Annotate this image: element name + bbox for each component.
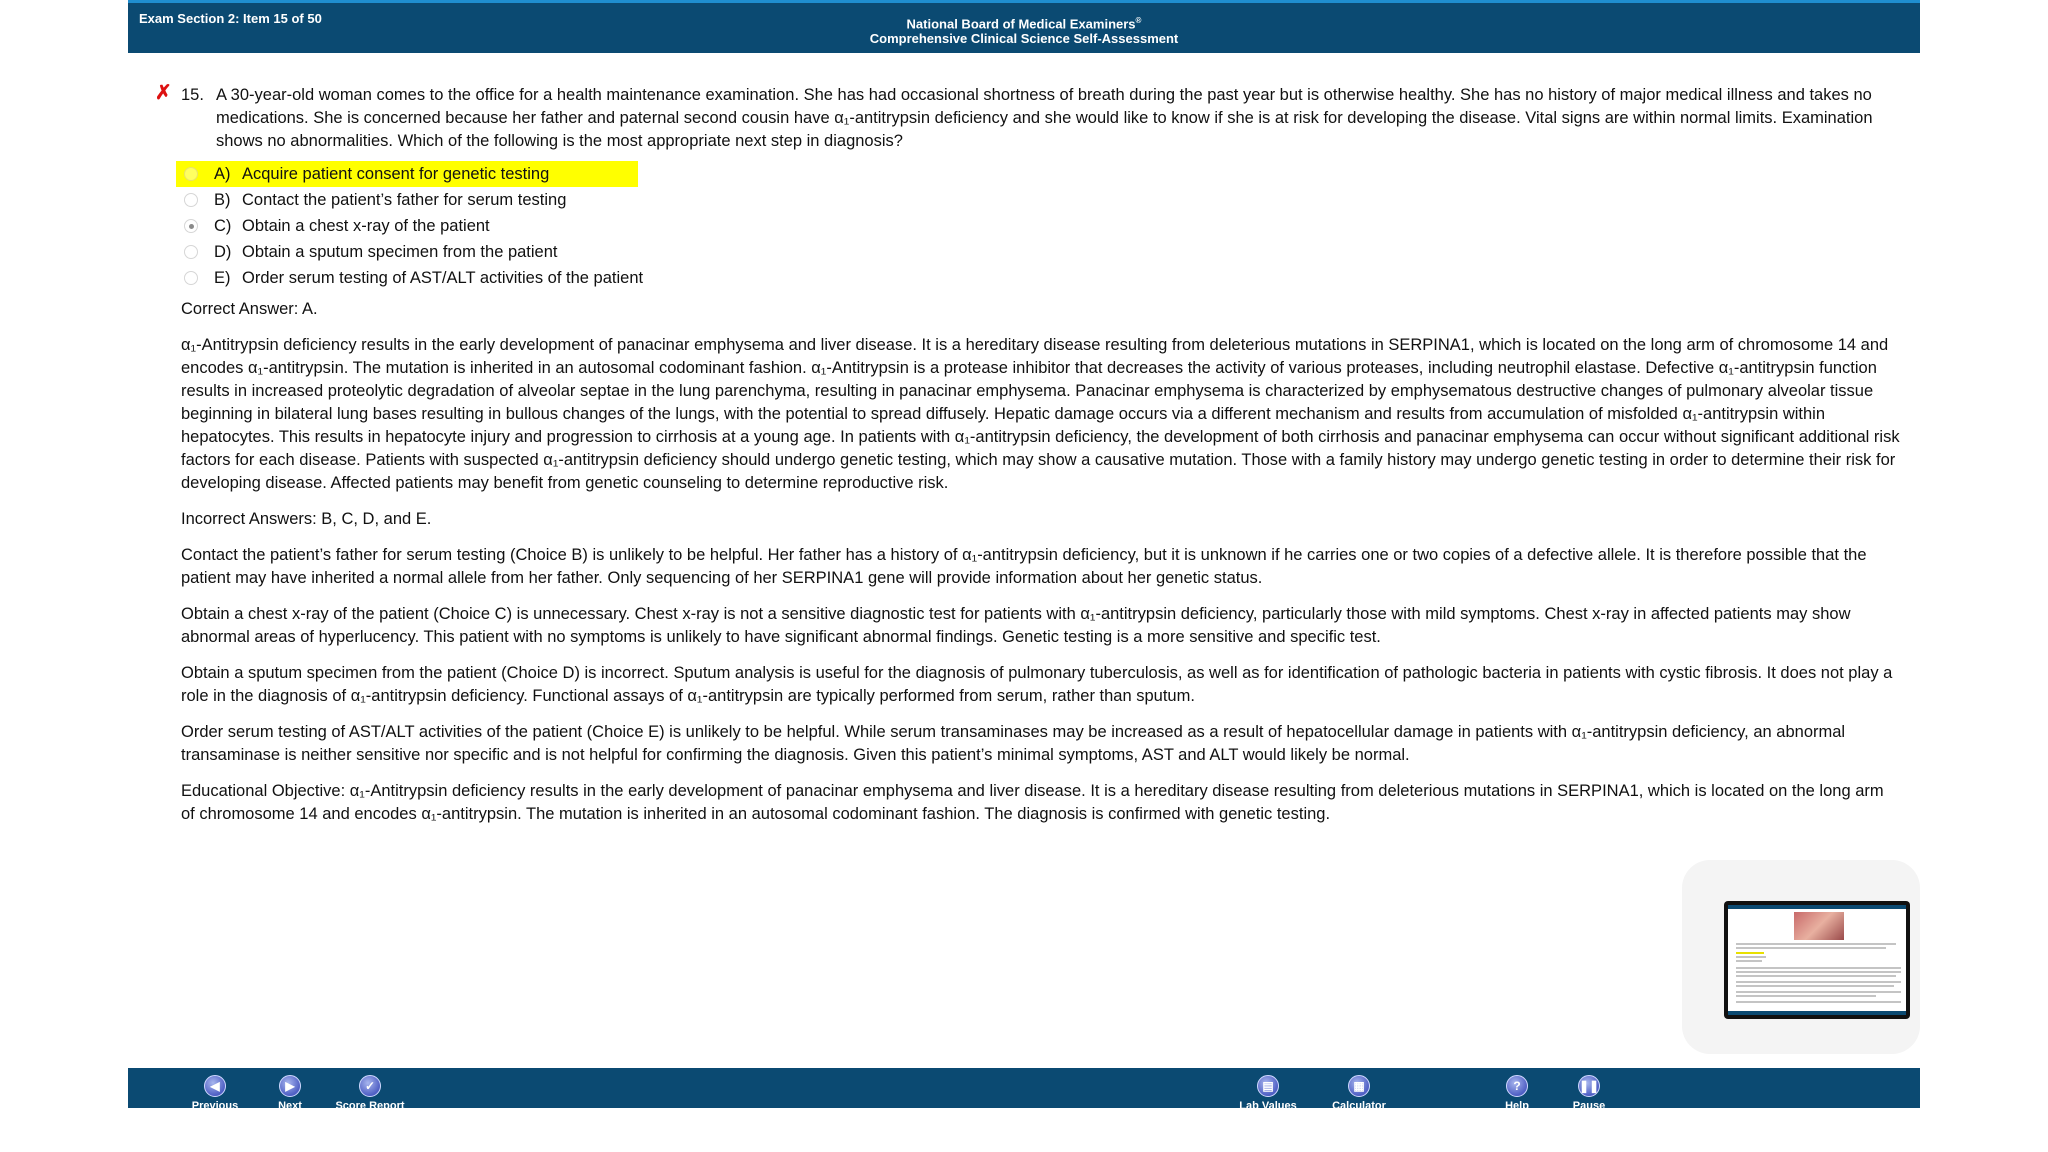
- thumbnail-line: [1736, 1001, 1901, 1003]
- thumbnail-line: [1736, 967, 1901, 969]
- footer-toolbar: [128, 1068, 1920, 1108]
- org-name: National Board of Medical Examiners: [906, 16, 1136, 32]
- option-text: Contact the patient’s father for serum testing: [242, 191, 567, 209]
- tablet-thumbnail[interactable]: [1724, 901, 1910, 1019]
- radio-button-selected[interactable]: [184, 219, 198, 233]
- thumbnail-screen: [1728, 905, 1906, 1015]
- lab-values-button[interactable]: [1228, 1075, 1308, 1110]
- calculator-icon: ▦: [1348, 1075, 1370, 1097]
- radio-button[interactable]: [184, 245, 198, 259]
- radio-button[interactable]: [184, 167, 198, 181]
- option-letter: E): [214, 269, 231, 287]
- option-text: Order serum testing of AST/ALT activities of the patient: [242, 269, 644, 287]
- explanation-choice-c: Obtain a chest x-ray of the patient (Choice C) is unnecessary. Chest x-ray is not a sensitive diagnostic test for patients with α₁-antitrypsin deficiency, particularly those with mild symptoms. Chest x-ray in affected patients may show abnormal areas of hyperlucency. This patient with no symptoms is unlikely to have significant abnormal findings. Genetic testing is a more sensitive and specific test.: [181, 605, 1851, 646]
- calculator-button[interactable]: [1319, 1075, 1399, 1110]
- option-text: Obtain a sputum specimen from the patient: [242, 243, 558, 261]
- question-text: A 30-year-old woman comes to the office for a health maintenance examination. She has had occasional shortness of breath during the past year but is otherwise healthy. She has no history of major medical illness and takes no medications. She is concerned because her father and paternal second cousin have α₁-antitrypsin deficiency and she would like to know if she is at risk for developing the disease. Vital signs are within normal limits. Examination shows no abnormalities. Which of the following is the most appropriate next step in diagnosis?: [216, 86, 1873, 150]
- radio-button[interactable]: [184, 193, 198, 207]
- answer-options: [181, 161, 1901, 291]
- option-e[interactable]: [181, 265, 1901, 291]
- radio-button[interactable]: [184, 271, 198, 285]
- option-b[interactable]: [181, 187, 1901, 213]
- checkmark-icon: ✓: [359, 1075, 381, 1097]
- button-label: Previous: [191, 1100, 239, 1110]
- help-button[interactable]: [1477, 1075, 1557, 1110]
- question-stem: [181, 84, 1901, 153]
- button-label: Score Report: [335, 1100, 405, 1110]
- lab-values-icon: ▤: [1257, 1075, 1279, 1097]
- pause-icon: ❚❚: [1578, 1075, 1600, 1097]
- question-content: [155, 82, 1901, 826]
- exam-title: [128, 13, 1920, 46]
- explanation-paragraph: α₁-Antitrypsin deficiency results in the early development of panacinar emphysema and liver disease. It is a hereditary disease resulting from deleterious mutations in SERPINA1, which is located on the long arm of chromosome 14 and encodes α₁-antitrypsin. The mutation is inherited in an autosomal codominant fashion. α₁-Antitrypsin is a protease inhibitor that decreases the activity of various proteases, including neutrophil elastase. Defective α₁-antitrypsin function results in increased proteolytic degradation of alveolar septae in the lung parenchyma, resulting in panacinar emphysema. Panacinar emphysema is characterized by emphysematous destructive changes of pulmonary alveolar tissue beginning in bilateral lung bases resulting in bullous changes of the lungs, with the potential to spread diffusely. Hepatic damage occurs via a different mechanism and results from accumulation of misfolded α₁-antitrypsin within hepatocytes. This results in hepatocyte injury and progression to cirrhosis at a young age. In patients with α₁-antitrypsin deficiency, the development of both cirrhosis and panacinar emphysema can occur without significant additional risk factors for each disease. Patients with suspected α₁-antitrypsin deficiency should undergo genetic testing, which may show a causative mutation. Those with a family history may undergo genetic testing in order to determine their risk for developing disease. Affected patients may benefit from genetic counseling to determine reproductive risk.: [181, 336, 1900, 492]
- thumbnail-line: [1736, 981, 1901, 983]
- option-a[interactable]: [176, 161, 638, 187]
- explanation-choice-b: Contact the patient’s father for serum testing (Choice B) is unlikely to be helpful. Her father has a history of α₁-antitrypsin deficiency, but it is unknown if he carries one or two copies of a defective allele. It is therefore possible that the patient may have inherited a normal allele from her father. Only sequencing of her SERPINA1 gene will provide information about her genetic status.: [181, 546, 1867, 587]
- thumbnail-line: [1736, 995, 1876, 997]
- option-letter: A): [214, 165, 231, 183]
- arrow-right-icon: ▶: [279, 1075, 301, 1097]
- thumbnail-line: [1736, 943, 1896, 945]
- header-bar: [128, 0, 1920, 53]
- option-d[interactable]: [181, 239, 1901, 265]
- score-report-button[interactable]: [330, 1075, 410, 1110]
- correct-answer: Correct Answer: A.: [181, 300, 318, 318]
- option-c[interactable]: [181, 213, 1901, 239]
- button-label: Calculator: [1332, 1100, 1386, 1110]
- option-text: Obtain a chest x-ray of the patient: [242, 217, 490, 235]
- thumbnail-image: [1794, 912, 1844, 940]
- button-label: Lab Values: [1239, 1100, 1297, 1110]
- option-text: Acquire patient consent for genetic testing: [242, 165, 550, 183]
- explanation-choice-e: Order serum testing of AST/ALT activities of the patient (Choice E) is unlikely to be helpful. While serum transaminases may be increased as a result of hepatocellular damage in patients with α₁-antitrypsin deficiency, an abnormal transaminase is neither sensitive nor specific and is not helpful for confirming the diagnosis. Given this patient’s minimal symptoms, AST and ALT would likely be normal.: [181, 723, 1846, 764]
- incorrect-answers-heading: Incorrect Answers: B, C, D, and E.: [181, 510, 432, 528]
- next-button[interactable]: [250, 1075, 330, 1110]
- item-counter: Exam Section 2: Item 15 of 50: [139, 11, 322, 26]
- thumbnail-line: [1736, 985, 1894, 987]
- thumbnail-line: [1736, 956, 1766, 958]
- button-label: Pause: [1572, 1100, 1606, 1110]
- thumbnail-line: [1736, 975, 1896, 977]
- explanation-choice-d: Obtain a sputum specimen from the patient (Choice D) is incorrect. Sputum analysis is useful for the diagnosis of pulmonary tuberculosis, as well as for identification of pathologic bacteria in patients with cystic fibrosis. It does not play a role in the diagnosis of α₁-antitrypsin deficiency. Functional assays of α₁-antitrypsin are typically performed from serum, rather than sputum.: [181, 664, 1893, 705]
- arrow-left-icon: ◀: [204, 1075, 226, 1097]
- thumbnail-line: [1736, 952, 1764, 954]
- option-letter: C): [214, 217, 232, 235]
- thumbnail-header: [1728, 905, 1906, 909]
- educational-objective: Educational Objective: α₁-Antitrypsin deficiency results in the early development of panacinar emphysema and liver disease. It is a hereditary disease resulting from deleterious mutations in SERPINA1, which is located on the long arm of chromosome 14 and encodes α₁-antitrypsin. The mutation is inherited in an autosomal codominant fashion. The diagnosis is confirmed with genetic testing.: [181, 782, 1884, 823]
- exam-window: [128, 0, 1920, 1110]
- thumbnail-line: [1736, 947, 1886, 949]
- thumbnail-line: [1736, 960, 1762, 962]
- option-letter: D): [214, 243, 232, 261]
- thumbnail-footer: [1728, 1011, 1906, 1015]
- pause-button[interactable]: [1549, 1075, 1629, 1110]
- previous-button[interactable]: [175, 1075, 255, 1110]
- exam-subtitle: Comprehensive Clinical Science Self-Assessment: [869, 31, 1179, 47]
- question-number: 15.: [181, 86, 204, 104]
- flag-icon[interactable]: ✗: [155, 82, 172, 104]
- button-label: Next: [278, 1100, 302, 1110]
- registered-mark: ®: [1135, 16, 1142, 25]
- thumbnail-line: [1736, 991, 1901, 993]
- thumbnail-line: [1736, 971, 1901, 973]
- help-icon: ?: [1506, 1075, 1528, 1097]
- option-letter: B): [214, 191, 231, 209]
- button-label: Help: [1505, 1100, 1529, 1110]
